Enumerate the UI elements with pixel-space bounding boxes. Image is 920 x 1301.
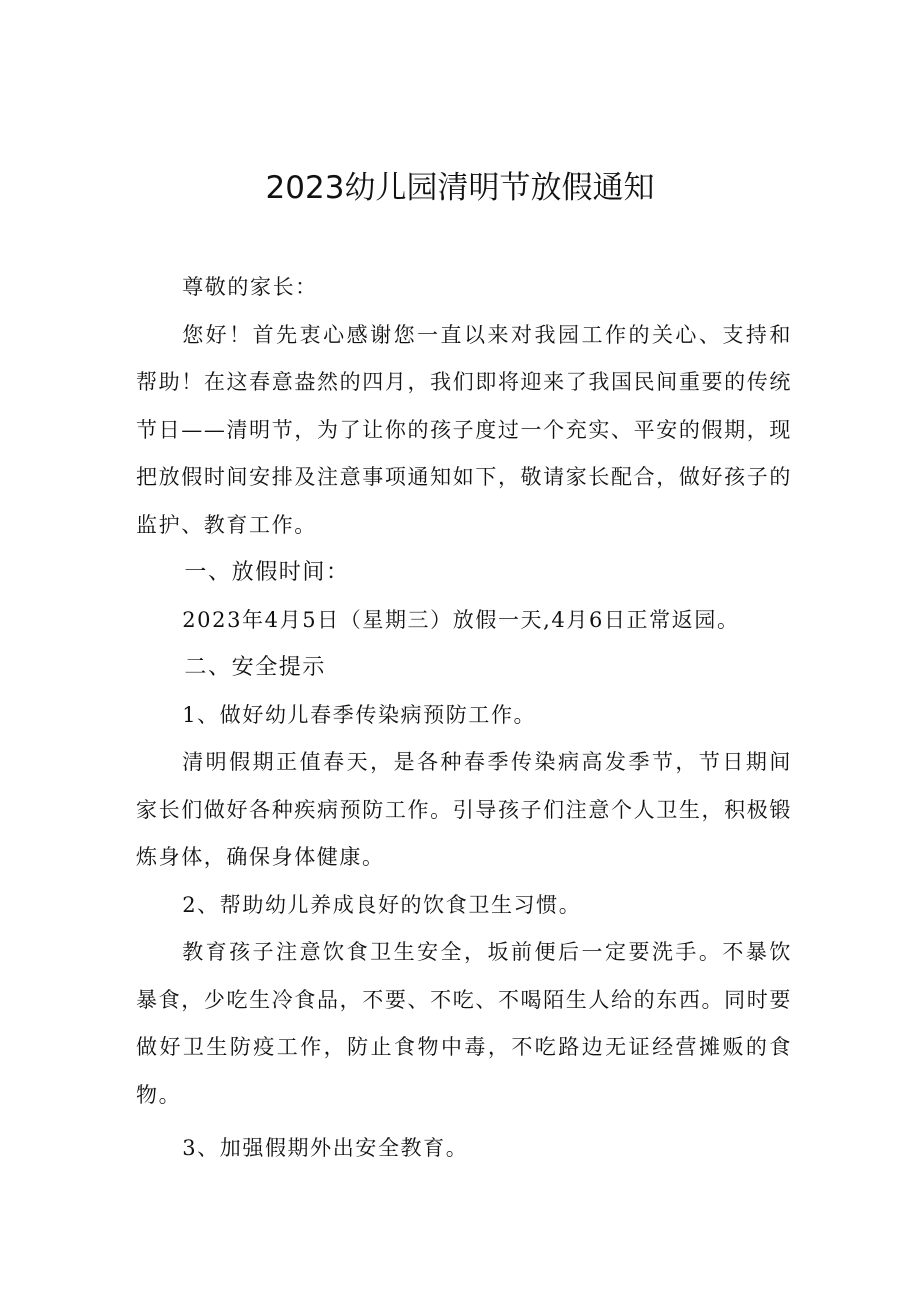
holiday-time-paragraph: 2023年4月5日（星期三）放假一天,4月6日正常返园。 — [182, 607, 740, 632]
section-heading-holiday-time: 一、放假时间： — [184, 560, 350, 585]
safety-item-paragraph: 清明假期正值春天，是各种春季传染病高发季节，节日期间家长们做好各种疾病预防工作。引导孩子们注意个人卫生，积极锻炼身体，确保身体健康。 — [136, 750, 792, 869]
safety-item-title: 3、加强假期外出安全教育。 — [182, 1136, 469, 1160]
safety-item-title: 2、帮助幼儿养成良好的饮食卫生习惯。 — [182, 892, 582, 917]
section-heading-safety-tips: 二、安全提示 — [184, 655, 326, 680]
document-title: 2023幼儿园清明节放假通知 — [265, 170, 655, 206]
safety-item-paragraph: 教育孩子注意饮食卫生安全，坂前便后一定要洗手。不暴饮暴食，少吃生冷食品，不要、不吃、不喝陌生人给的东西。同时要做好卫生防疫工作，防止食物中毒，不吃路边无证经营摊贩的食物。 — [136, 940, 792, 1107]
intro-paragraph: 您好！首先衷心感谢您一直以来对我园工作的关心、支持和帮助！在这春意盎然的四月，我们即将迎来了我国民间重要的传统节日——清明节，为了让你的孩子度过一个充实、平安的假期，现把放假时间安排及注意事项通知如下，敬请家长配合，做好孩子的监护、教育工作。 — [136, 322, 792, 537]
salutation: 尊敬的家长： — [182, 275, 318, 299]
safety-item-title: 1、做好幼儿春季传染病预防工作。 — [182, 702, 537, 727]
document-body — [136, 264, 792, 1173]
